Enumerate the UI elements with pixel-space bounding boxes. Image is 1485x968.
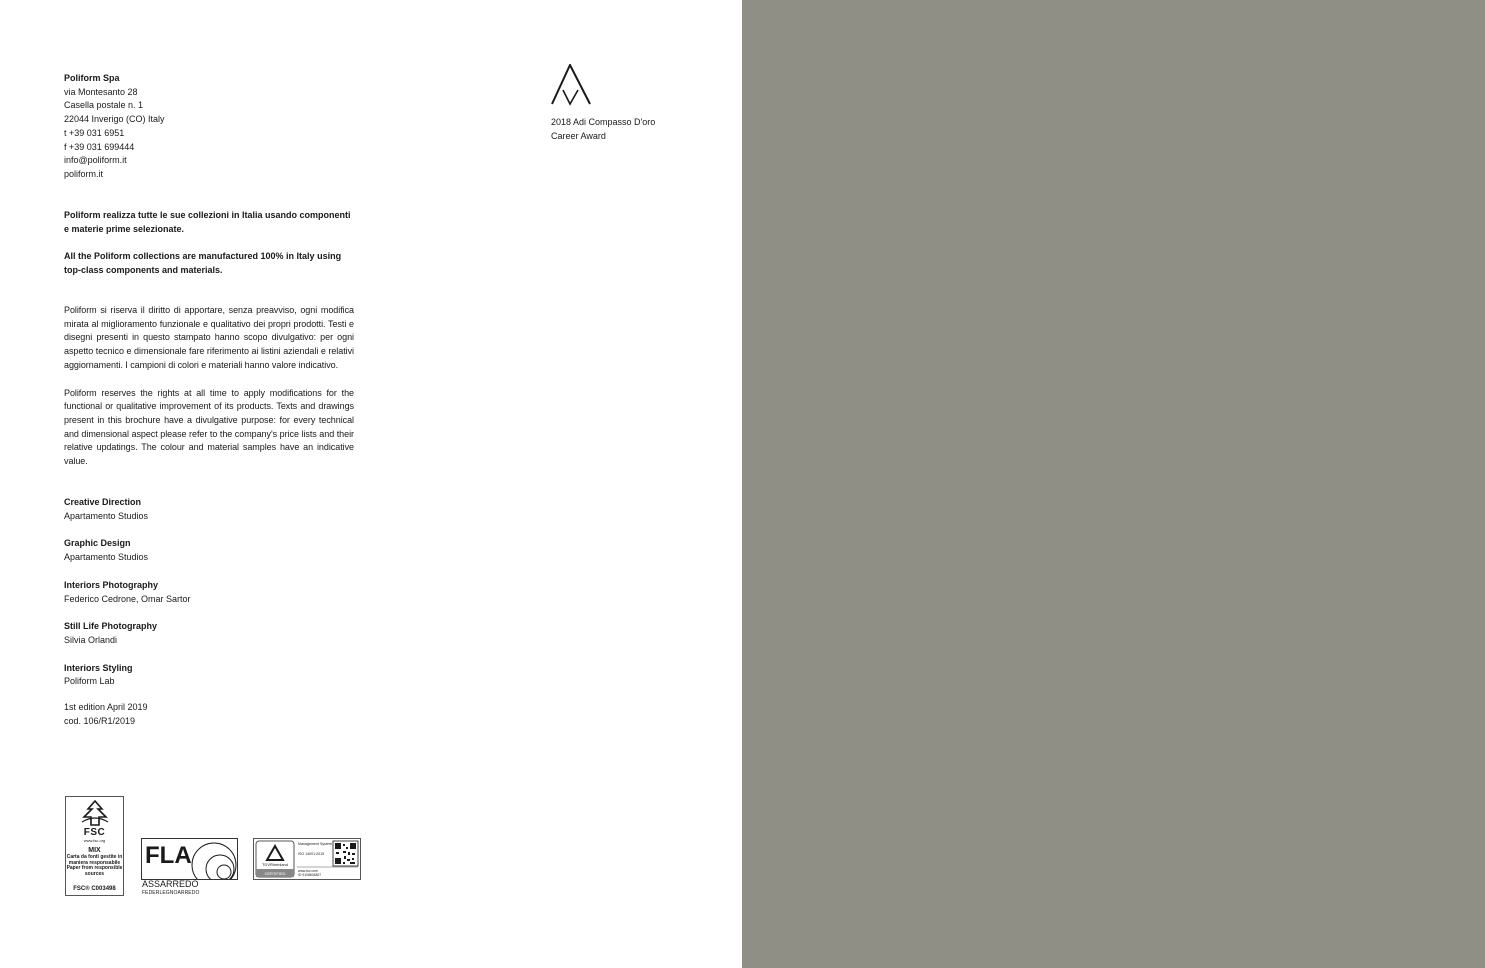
credit-item xyxy=(64,579,354,606)
disclaimer xyxy=(64,304,354,469)
credit-role: Interiors Styling xyxy=(64,662,133,673)
credits xyxy=(64,496,354,703)
edition-info xyxy=(64,701,354,728)
address-line: Casella postale n. 1 xyxy=(64,100,144,111)
fla-wordmark: FLA xyxy=(145,842,192,869)
tuv-id: ID 9108604807 xyxy=(298,873,322,877)
edition-date: 1st edition April 2019 xyxy=(64,702,148,712)
address-line: via Montesanto 28 xyxy=(64,86,138,97)
disclaimer-en: Poliform reserves the rights at all time to apply modifications for the functional or qualitative improvement of its products. Texts and drawings present in this brochure have a divulgative purpose: for every technical and dimensional aspect please refer to the company's price lists and their relative updatings. The colour and material samples have an indicative value. xyxy=(64,387,354,467)
credit-name: Federico Cedrone, Omar Sartor xyxy=(64,593,191,604)
statement-en: All the Poliform collections are manufactured 100% in Italy using top-class components and materials. xyxy=(64,251,342,276)
fsc-tree-icon xyxy=(78,800,112,826)
statement-it: Poliform realizza tutte le sue collezioni in Italia usando componenti e materie prime selezionate. xyxy=(64,210,351,234)
credit-item xyxy=(64,620,354,647)
credit-item xyxy=(64,496,354,523)
fax: f +39 031 699444 xyxy=(64,141,135,152)
fsc-code: FSC® C003498 xyxy=(73,886,116,893)
credit-role: Interiors Photography xyxy=(64,579,159,590)
tuv-certification xyxy=(253,838,361,880)
fla-swirl-icon xyxy=(142,839,237,879)
company-address xyxy=(64,72,354,182)
phone: t +39 031 6951 xyxy=(64,127,125,138)
grey-panel xyxy=(742,0,1485,968)
fsc-mix: MIX xyxy=(88,847,101,854)
award-subtitle: Career Award xyxy=(551,130,606,141)
credit-name: Apartamento Studios xyxy=(64,510,149,521)
company-name: Poliform Spa xyxy=(64,73,120,83)
credit-role: Creative Direction xyxy=(64,497,142,507)
fsc-text-en: Paper from responsible sources xyxy=(66,865,123,877)
credit-item xyxy=(64,537,354,564)
award-title: 2018 Adi Compasso D'oro xyxy=(551,117,656,127)
tuv-iso: ISO 14001:2015 xyxy=(298,852,325,856)
credit-name: Apartamento Studios xyxy=(64,552,149,563)
fla-subtitle: FEDERLEGNOARREDO xyxy=(142,890,200,896)
credit-item xyxy=(64,662,354,689)
address-line: 22044 Inverigo (CO) Italy xyxy=(64,114,165,125)
credit-role: Still Life Photography xyxy=(64,621,158,632)
award xyxy=(551,64,655,143)
disclaimer-it: Poliform si riserva il diritto di apportare, senza preavviso, ogni modifica mirata al miglioramento funzionale e qualitativo dei propri prodotti. Testi e disegni presenti in questo stampato hanno scopo divulgativo: per ogni aspetto tecnico e dimensionale fare riferimento ai listini aziendali e relativi aggiornamenti. I campioni di colori e materiali hanno valore indicativo. xyxy=(64,305,354,370)
tuv-badge-icon xyxy=(254,839,360,879)
email: info@poliform.it xyxy=(64,155,127,166)
tuv-certified: CERTIFIED xyxy=(264,871,286,876)
edition-code: cod. 106/R1/2019 xyxy=(64,715,136,726)
website: poliform.it xyxy=(64,168,104,179)
tuv-site: www.tuv.com xyxy=(298,869,318,873)
left-page xyxy=(0,0,742,968)
fsc-text-it: Carta da fonti gestite in maniera responsabile xyxy=(66,854,123,866)
fla-logo xyxy=(141,838,238,880)
fsc-label: FSC xyxy=(83,827,106,838)
qr-code-icon xyxy=(333,841,358,866)
compasso-doro-icon xyxy=(551,64,591,106)
fsc-certification xyxy=(65,796,124,896)
credit-name: Poliform Lab xyxy=(64,676,115,687)
tuv-brand: TÜVRheinland xyxy=(261,862,289,867)
made-in-italy-statement xyxy=(64,209,354,278)
fsc-site: www.fsc.org xyxy=(83,838,106,843)
tuv-system: Management System xyxy=(298,842,332,846)
credit-name: Silvia Orlandi xyxy=(64,634,118,645)
fla-name: ASSARREDO xyxy=(142,879,199,889)
credit-role: Graphic Design xyxy=(64,538,131,549)
